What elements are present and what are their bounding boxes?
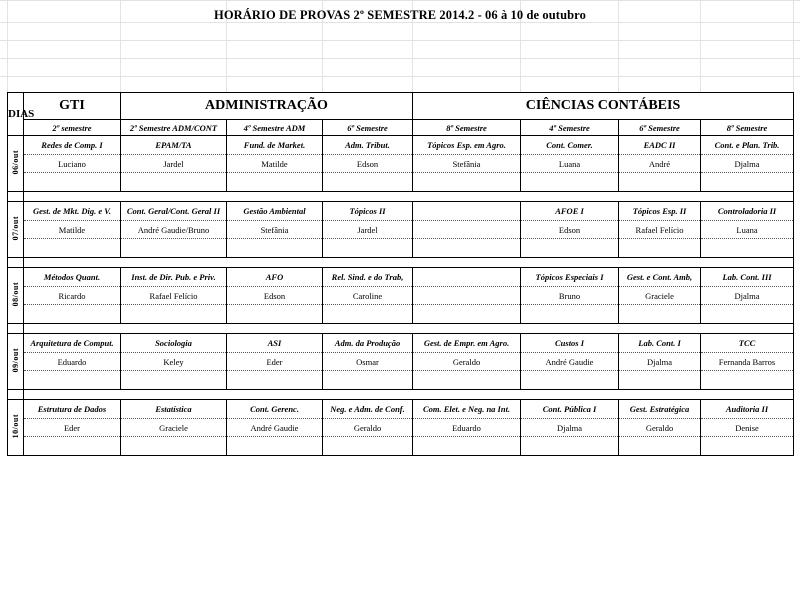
empty-cell <box>413 305 521 324</box>
empty-cell <box>323 371 413 390</box>
teacher-cell: Djalma <box>521 419 619 437</box>
spacer-cell <box>8 390 24 400</box>
empty-cell <box>413 371 521 390</box>
teacher-cell: Edson <box>227 287 323 305</box>
day-label-text: 06/out <box>11 150 20 175</box>
teacher-cell: Edson <box>323 155 413 173</box>
group-header-administracao: ADMINISTRAÇÃO <box>121 93 413 120</box>
spacer-cell <box>8 324 24 334</box>
teacher-cell: Jardel <box>323 221 413 239</box>
subject-cell: Neg. e Adm. de Conf. <box>323 400 413 419</box>
teacher-cell: Matilde <box>24 221 121 239</box>
day-label <box>8 136 24 192</box>
empty-cell <box>701 173 794 192</box>
table-row <box>8 305 794 324</box>
empty-cell <box>619 239 701 258</box>
subject-cell: AFOE I <box>521 202 619 221</box>
table-row <box>8 287 794 305</box>
empty-cell <box>121 371 227 390</box>
day-label-text: 07/out <box>11 216 20 241</box>
subject-cell: Estrutura de Dados <box>24 400 121 419</box>
day-label-text: 09/out <box>11 348 20 373</box>
empty-cell <box>619 173 701 192</box>
subject-cell: Controladoria II <box>701 202 794 221</box>
teacher-cell: Edson <box>521 221 619 239</box>
teacher-cell: Stefânia <box>227 221 323 239</box>
subject-cell: Cont. Gerenc. <box>227 400 323 419</box>
teacher-cell: André Gaudie/Bruno <box>121 221 227 239</box>
teacher-cell: Luciano <box>24 155 121 173</box>
group-header-gti: GTI <box>24 93 121 120</box>
teacher-cell <box>413 221 521 239</box>
teacher-cell: Denise <box>701 419 794 437</box>
subject-cell <box>413 268 521 287</box>
empty-cell <box>24 305 121 324</box>
empty-cell <box>121 437 227 456</box>
table-row <box>8 437 794 456</box>
teacher-cell: Matilde <box>227 155 323 173</box>
spacer-cell <box>24 324 794 334</box>
teacher-cell: Luana <box>521 155 619 173</box>
subject-cell: Inst. de Dir. Pub. e Priv. <box>121 268 227 287</box>
spacer-cell <box>24 258 794 268</box>
teacher-cell: Osmar <box>323 353 413 371</box>
empty-cell <box>701 305 794 324</box>
dias-header: DIAS <box>8 93 24 136</box>
column-header: 4º Semestre <box>521 120 619 136</box>
spacer-row <box>8 192 794 202</box>
day-label <box>8 268 24 324</box>
table-row <box>8 353 794 371</box>
subject-cell: ASI <box>227 334 323 353</box>
subject-cell: Cont. Geral/Cont. Geral II <box>121 202 227 221</box>
column-header: 6º Semestre <box>323 120 413 136</box>
subject-cell <box>413 202 521 221</box>
empty-cell <box>24 371 121 390</box>
group-header-ciencias-contabeis: CIÊNCIAS CONTÁBEIS <box>413 93 794 120</box>
subject-cell: Adm. Tribut. <box>323 136 413 155</box>
empty-cell <box>323 173 413 192</box>
spacer-row <box>8 324 794 334</box>
empty-cell <box>413 437 521 456</box>
table-row <box>8 136 794 155</box>
subject-cell: Tópicos Esp. em Agro. <box>413 136 521 155</box>
page-title: HORÁRIO DE PROVAS 2º SEMESTRE 2014.2 - 06 à 10 de outubro <box>214 8 586 22</box>
empty-cell <box>413 239 521 258</box>
empty-cell <box>521 371 619 390</box>
subject-cell: Lab. Cont. III <box>701 268 794 287</box>
teacher-cell: Fernanda Barros <box>701 353 794 371</box>
empty-cell <box>619 305 701 324</box>
subject-cell: Rel. Sind. e do Trab, <box>323 268 413 287</box>
teacher-cell: Eder <box>24 419 121 437</box>
empty-cell <box>227 305 323 324</box>
spacer-cell <box>24 390 794 400</box>
empty-cell <box>227 173 323 192</box>
empty-cell <box>323 437 413 456</box>
teacher-cell: Eduardo <box>413 419 521 437</box>
teacher-cell: André <box>619 155 701 173</box>
subject-cell: Redes de Comp. I <box>24 136 121 155</box>
empty-cell <box>24 437 121 456</box>
empty-cell <box>701 239 794 258</box>
empty-cell <box>323 305 413 324</box>
table-row <box>8 173 794 192</box>
table-row <box>8 400 794 419</box>
teacher-cell: Keley <box>121 353 227 371</box>
teacher-cell: Geraldo <box>413 353 521 371</box>
table-row <box>8 239 794 258</box>
teacher-cell: Eduardo <box>24 353 121 371</box>
spacer-cell <box>8 192 24 202</box>
column-header: 2º semestre <box>24 120 121 136</box>
day-label-text: 10/out <box>11 414 20 439</box>
empty-cell <box>619 437 701 456</box>
subject-cell: TCC <box>701 334 794 353</box>
teacher-cell: Geraldo <box>323 419 413 437</box>
spacer-cell <box>24 192 794 202</box>
subject-cell: Sociologia <box>121 334 227 353</box>
teacher-cell: Jardel <box>121 155 227 173</box>
empty-cell <box>619 371 701 390</box>
teacher-cell: Luana <box>701 221 794 239</box>
teacher-cell: Graciele <box>619 287 701 305</box>
spacer-cell <box>8 258 24 268</box>
teacher-cell: Stefânia <box>413 155 521 173</box>
empty-cell <box>121 173 227 192</box>
subject-cell: Tópicos Especiais I <box>521 268 619 287</box>
teacher-cell <box>413 287 521 305</box>
subject-cell: AFO <box>227 268 323 287</box>
column-header: 2º Semestre ADM/CONT <box>121 120 227 136</box>
empty-cell <box>413 173 521 192</box>
spacer-row <box>8 390 794 400</box>
empty-cell <box>521 239 619 258</box>
subject-cell: Arquitetura de Comput. <box>24 334 121 353</box>
table-body <box>8 93 794 456</box>
teacher-cell: Djalma <box>619 353 701 371</box>
day-label <box>8 400 24 456</box>
column-header: 8º Semestre <box>701 120 794 136</box>
teacher-cell: Bruno <box>521 287 619 305</box>
table-row <box>8 268 794 287</box>
subject-cell: Estatística <box>121 400 227 419</box>
subject-cell: EPAM/TA <box>121 136 227 155</box>
spacer-row <box>8 258 794 268</box>
group-header-row <box>8 93 794 120</box>
empty-cell <box>521 173 619 192</box>
column-header: 8º Semestre <box>413 120 521 136</box>
empty-cell <box>521 305 619 324</box>
subject-cell: Custos I <box>521 334 619 353</box>
empty-cell <box>121 305 227 324</box>
subject-cell: Fund. de Market. <box>227 136 323 155</box>
subject-cell: Gest. de Empr. em Agro. <box>413 334 521 353</box>
teacher-cell: Rafael Felício <box>619 221 701 239</box>
empty-cell <box>521 437 619 456</box>
subject-cell: Auditoria II <box>701 400 794 419</box>
teacher-cell: Djalma <box>701 287 794 305</box>
day-label <box>8 202 24 258</box>
teacher-cell: Eder <box>227 353 323 371</box>
teacher-cell: Ricardo <box>24 287 121 305</box>
column-header: 6º Semestre <box>619 120 701 136</box>
day-label-text: 08/out <box>11 282 20 307</box>
empty-cell <box>121 239 227 258</box>
subject-cell: Adm. da Produção <box>323 334 413 353</box>
subject-cell: Gestão Ambiental <box>227 202 323 221</box>
empty-cell <box>227 371 323 390</box>
subject-cell: Gest. e Cont. Amb, <box>619 268 701 287</box>
teacher-cell: André Gaudie <box>521 353 619 371</box>
table-row <box>8 419 794 437</box>
teacher-cell: André Gaudie <box>227 419 323 437</box>
table-row <box>8 221 794 239</box>
subject-cell: Gest. de Mkt. Dig. e V. <box>24 202 121 221</box>
teacher-cell: Caroline <box>323 287 413 305</box>
subject-cell: Cont. Comer. <box>521 136 619 155</box>
empty-cell <box>323 239 413 258</box>
empty-cell <box>24 173 121 192</box>
subject-cell: Cont. e Plan. Trib. <box>701 136 794 155</box>
subject-cell: Com. Elet. e Neg. na Int. <box>413 400 521 419</box>
subject-cell: Lab. Cont. I <box>619 334 701 353</box>
subject-cell: Métodos Quant. <box>24 268 121 287</box>
teacher-cell: Rafael Felício <box>121 287 227 305</box>
exam-schedule-table <box>7 92 794 456</box>
teacher-cell: Geraldo <box>619 419 701 437</box>
day-label <box>8 334 24 390</box>
empty-cell <box>227 437 323 456</box>
column-header-row <box>8 120 794 136</box>
empty-cell <box>24 239 121 258</box>
empty-cell <box>701 437 794 456</box>
teacher-cell: Djalma <box>701 155 794 173</box>
empty-cell <box>227 239 323 258</box>
subject-cell: Gest. Estratégica <box>619 400 701 419</box>
teacher-cell: Graciele <box>121 419 227 437</box>
subject-cell: EADC II <box>619 136 701 155</box>
table-row <box>8 155 794 173</box>
subject-cell: Cont. Pública I <box>521 400 619 419</box>
column-header: 4º Semestre ADM <box>227 120 323 136</box>
table-row <box>8 334 794 353</box>
table-row <box>8 371 794 390</box>
table-row <box>8 202 794 221</box>
empty-cell <box>701 371 794 390</box>
subject-cell: Tópicos Esp. II <box>619 202 701 221</box>
subject-cell: Tópicos II <box>323 202 413 221</box>
